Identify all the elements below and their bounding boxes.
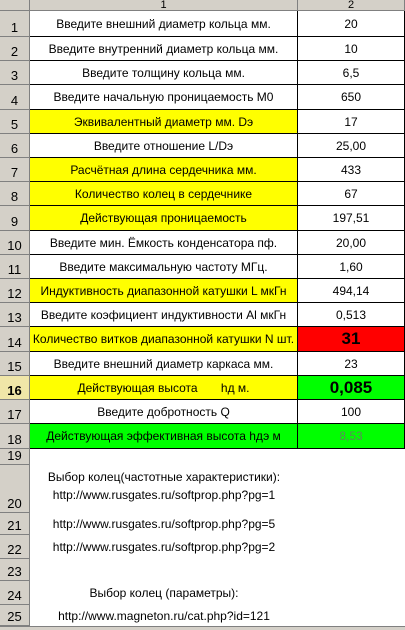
value-cell[interactable]: 650 bbox=[298, 85, 405, 110]
row-header-18[interactable]: 18 bbox=[0, 424, 30, 449]
row-header-11[interactable]: 11 bbox=[0, 255, 30, 279]
column-header-1[interactable]: 1 bbox=[30, 0, 298, 11]
label-cell[interactable]: Введите добротность Q bbox=[30, 400, 298, 424]
link-text[interactable]: http://www.rusgates.ru/softprop.php?pg=1 bbox=[52, 488, 276, 502]
value-cell[interactable]: 8,53 bbox=[298, 424, 405, 449]
value-cell[interactable]: 67 bbox=[298, 182, 405, 206]
row-header-3[interactable]: 3 bbox=[0, 61, 30, 85]
row-header-6[interactable]: 6 bbox=[0, 134, 30, 158]
link-text[interactable]: http://www.rusgates.ru/softprop.php?pg=5 bbox=[52, 517, 276, 531]
note-text: Выбор колец (параметры): bbox=[89, 586, 239, 600]
label-cell[interactable]: Введите внутренний диаметр кольца мм. bbox=[30, 37, 298, 61]
column-header-2[interactable]: 2 bbox=[298, 0, 405, 11]
link-text[interactable]: http://www.rusgates.ru/softprop.php?pg=2 bbox=[52, 540, 276, 554]
label-cell[interactable]: Введите мин. Ёмкость конденсатора пф. bbox=[30, 231, 298, 255]
label-cell[interactable]: Эквивалентный диаметр мм. Dэ bbox=[30, 110, 298, 134]
select-all-corner[interactable] bbox=[0, 0, 30, 11]
value-cell[interactable]: 20,00 bbox=[298, 231, 405, 255]
row-header-5[interactable]: 5 bbox=[0, 110, 30, 134]
row-header-19[interactable]: 19 bbox=[0, 449, 30, 465]
row-header-10[interactable]: 10 bbox=[0, 231, 30, 255]
note-text: Выбор колец(частотные характеристики): bbox=[47, 470, 281, 484]
row-header-22[interactable]: 22 bbox=[0, 535, 30, 559]
label-cell[interactable]: Действующая эффективная высота hдэ м bbox=[30, 424, 298, 449]
value-cell[interactable]: 1,60 bbox=[298, 255, 405, 279]
row-header-12[interactable]: 12 bbox=[0, 279, 30, 303]
row-header-13[interactable]: 13 bbox=[0, 303, 30, 327]
row-header-2[interactable]: 2 bbox=[0, 37, 30, 61]
row-header-15[interactable]: 15 bbox=[0, 352, 30, 376]
value-cell[interactable]: 494,14 bbox=[298, 279, 405, 303]
value-cell[interactable]: 23 bbox=[298, 352, 405, 376]
link-text[interactable]: http://www.magneton.ru/cat.php?id=121 bbox=[58, 609, 270, 623]
value-cell[interactable]: 17 bbox=[298, 110, 405, 134]
label-cell[interactable]: Введите максимальную частоту МГц. bbox=[30, 255, 298, 279]
label-cell[interactable]: Введите внешний диаметр каркаса мм. bbox=[30, 352, 298, 376]
value-cell[interactable]: 10 bbox=[298, 37, 405, 61]
label-cell[interactable]: Введите отношение L/Dэ bbox=[30, 134, 298, 158]
row-header-21[interactable]: 21 bbox=[0, 513, 30, 535]
value-cell[interactable]: 20 bbox=[298, 11, 405, 37]
label-cell[interactable]: Введите коэфициент индуктивности Al мкГн bbox=[30, 303, 298, 327]
row-header-23[interactable]: 23 bbox=[0, 559, 30, 581]
row-header-7[interactable]: 7 bbox=[0, 158, 30, 182]
label-cell[interactable]: Введите внешний диаметр кольца мм. bbox=[30, 11, 298, 37]
label-cell[interactable]: Действующая высота hд м. bbox=[30, 376, 298, 400]
value-cell[interactable]: 25,00 bbox=[298, 134, 405, 158]
value-cell[interactable]: 433 bbox=[298, 158, 405, 182]
label-cell[interactable]: Введите начальную проницаемость М0 bbox=[30, 85, 298, 110]
row-header-4[interactable]: 4 bbox=[0, 85, 30, 110]
row-header-17[interactable]: 17 bbox=[0, 400, 30, 424]
row-header-16[interactable]: 16 bbox=[0, 376, 30, 400]
value-cell[interactable]: 6,5 bbox=[298, 61, 405, 85]
label-cell[interactable]: Расчётная длина сердечника мм. bbox=[30, 158, 298, 182]
label-cell[interactable]: Действующая проницаемость bbox=[30, 206, 298, 231]
label-cell[interactable]: Введите толщину кольца мм. bbox=[30, 61, 298, 85]
value-cell[interactable]: 0,513 bbox=[298, 303, 405, 327]
value-cell[interactable]: 0,085 bbox=[298, 376, 405, 400]
label-cell[interactable]: Индуктивность диапазонной катушки L мкГн bbox=[30, 279, 298, 303]
row-header-20[interactable]: 20 bbox=[0, 465, 30, 513]
row-header-9[interactable]: 9 bbox=[0, 206, 30, 231]
horizontal-scrollbar[interactable] bbox=[0, 626, 405, 630]
row-header-8[interactable]: 8 bbox=[0, 182, 30, 206]
label-cell[interactable]: Количество колец в сердечнике bbox=[30, 182, 298, 206]
row-header-1[interactable]: 1 bbox=[0, 11, 30, 37]
value-cell[interactable]: 100 bbox=[298, 400, 405, 424]
label-cell[interactable]: Количество витков диапазонной катушки N шт. bbox=[30, 327, 298, 352]
row-header-14[interactable]: 14 bbox=[0, 327, 30, 352]
row-header-24[interactable]: 24 bbox=[0, 581, 30, 605]
value-cell[interactable]: 197,51 bbox=[298, 206, 405, 231]
row-header-25[interactable]: 25 bbox=[0, 605, 30, 626]
value-cell[interactable]: 31 bbox=[298, 327, 405, 352]
